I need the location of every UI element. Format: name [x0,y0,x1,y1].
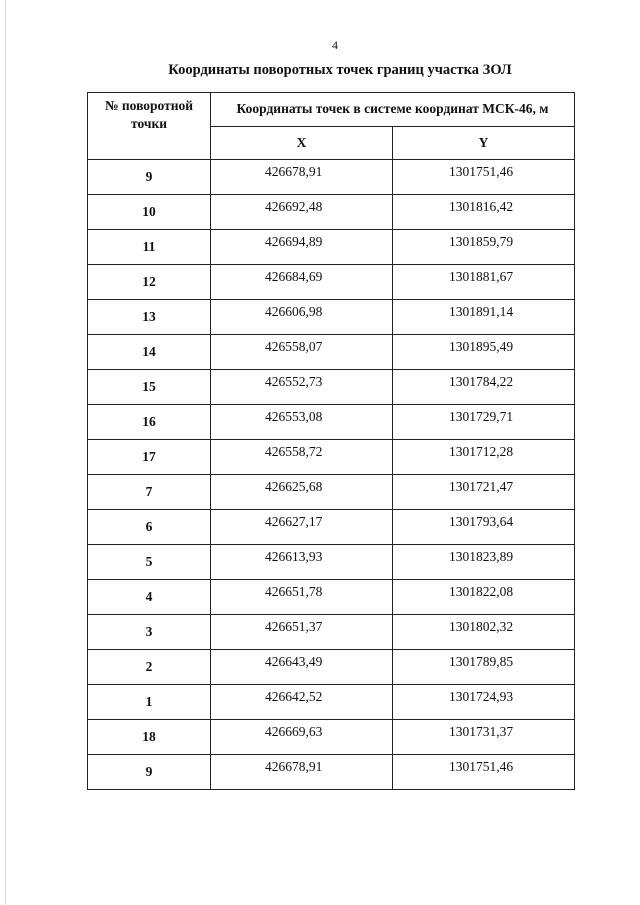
point-number-cell: 15 [88,370,211,405]
table-header-row [88,93,575,127]
x-coordinate-cell: 426694,89 [211,230,393,265]
y-coordinate-cell: 1301895,49 [393,335,575,370]
y-coordinate-cell: 1301822,08 [393,580,575,615]
table-row [88,230,575,265]
y-coordinate-cell: 1301881,67 [393,265,575,300]
table-row [88,405,575,440]
header-point-number: № поворотной точки [88,93,211,160]
y-coordinate-cell: 1301789,85 [393,650,575,685]
point-number-cell: 3 [88,615,211,650]
table-row [88,510,575,545]
table-row [88,720,575,755]
coordinates-table [87,92,575,790]
x-coordinate-cell: 426606,98 [211,300,393,335]
table-row [88,195,575,230]
table-row [88,475,575,510]
x-coordinate-cell: 426651,78 [211,580,393,615]
table-row [88,335,575,370]
x-coordinate-cell: 426642,52 [211,685,393,720]
x-coordinate-cell: 426651,37 [211,615,393,650]
point-number-cell: 13 [88,300,211,335]
point-number-cell: 11 [88,230,211,265]
document-title: Координаты поворотных точек границ участка ЗОЛ [168,62,512,78]
y-coordinate-cell: 1301823,89 [393,545,575,580]
header-coordinate-system: Координаты точек в системе координат МСК-46, м [211,93,575,127]
table-row [88,370,575,405]
point-number-cell: 18 [88,720,211,755]
table-row [88,440,575,475]
point-number-cell: 9 [88,755,211,790]
y-coordinate-cell: 1301751,46 [393,755,575,790]
y-coordinate-cell: 1301751,46 [393,160,575,195]
x-coordinate-cell: 426627,17 [211,510,393,545]
x-coordinate-cell: 426558,72 [211,440,393,475]
x-coordinate-cell: 426643,49 [211,650,393,685]
x-coordinate-cell: 426678,91 [211,755,393,790]
y-coordinate-cell: 1301891,14 [393,300,575,335]
x-coordinate-cell: 426678,91 [211,160,393,195]
table-row [88,265,575,300]
x-coordinate-cell: 426625,68 [211,475,393,510]
point-number-cell: 6 [88,510,211,545]
scan-edge-line [5,0,6,905]
x-coordinate-cell: 426692,48 [211,195,393,230]
point-number-cell: 14 [88,335,211,370]
x-coordinate-cell: 426613,93 [211,545,393,580]
header-x: X [211,126,393,160]
y-coordinate-cell: 1301784,22 [393,370,575,405]
point-number-cell: 10 [88,195,211,230]
y-coordinate-cell: 1301721,47 [393,475,575,510]
x-coordinate-cell: 426684,69 [211,265,393,300]
header-y: Y [393,126,575,160]
point-number-cell: 9 [88,160,211,195]
table-row [88,300,575,335]
point-number-cell: 4 [88,580,211,615]
point-number-cell: 17 [88,440,211,475]
point-number-cell: 16 [88,405,211,440]
table-row [88,615,575,650]
point-number-cell: 7 [88,475,211,510]
y-coordinate-cell: 1301793,64 [393,510,575,545]
y-coordinate-cell: 1301724,93 [393,685,575,720]
y-coordinate-cell: 1301731,37 [393,720,575,755]
y-coordinate-cell: 1301816,42 [393,195,575,230]
table-body [88,160,575,790]
point-number-cell: 12 [88,265,211,300]
page-number: 4 [332,38,338,52]
table-row [88,650,575,685]
x-coordinate-cell: 426553,08 [211,405,393,440]
y-coordinate-cell: 1301729,71 [393,405,575,440]
x-coordinate-cell: 426669,63 [211,720,393,755]
table-row [88,685,575,720]
x-coordinate-cell: 426558,07 [211,335,393,370]
table-row [88,160,575,195]
point-number-cell: 5 [88,545,211,580]
y-coordinate-cell: 1301712,28 [393,440,575,475]
table-row [88,755,575,790]
table-row [88,545,575,580]
y-coordinate-cell: 1301859,79 [393,230,575,265]
x-coordinate-cell: 426552,73 [211,370,393,405]
point-number-cell: 1 [88,685,211,720]
point-number-cell: 2 [88,650,211,685]
y-coordinate-cell: 1301802,32 [393,615,575,650]
table-row [88,580,575,615]
